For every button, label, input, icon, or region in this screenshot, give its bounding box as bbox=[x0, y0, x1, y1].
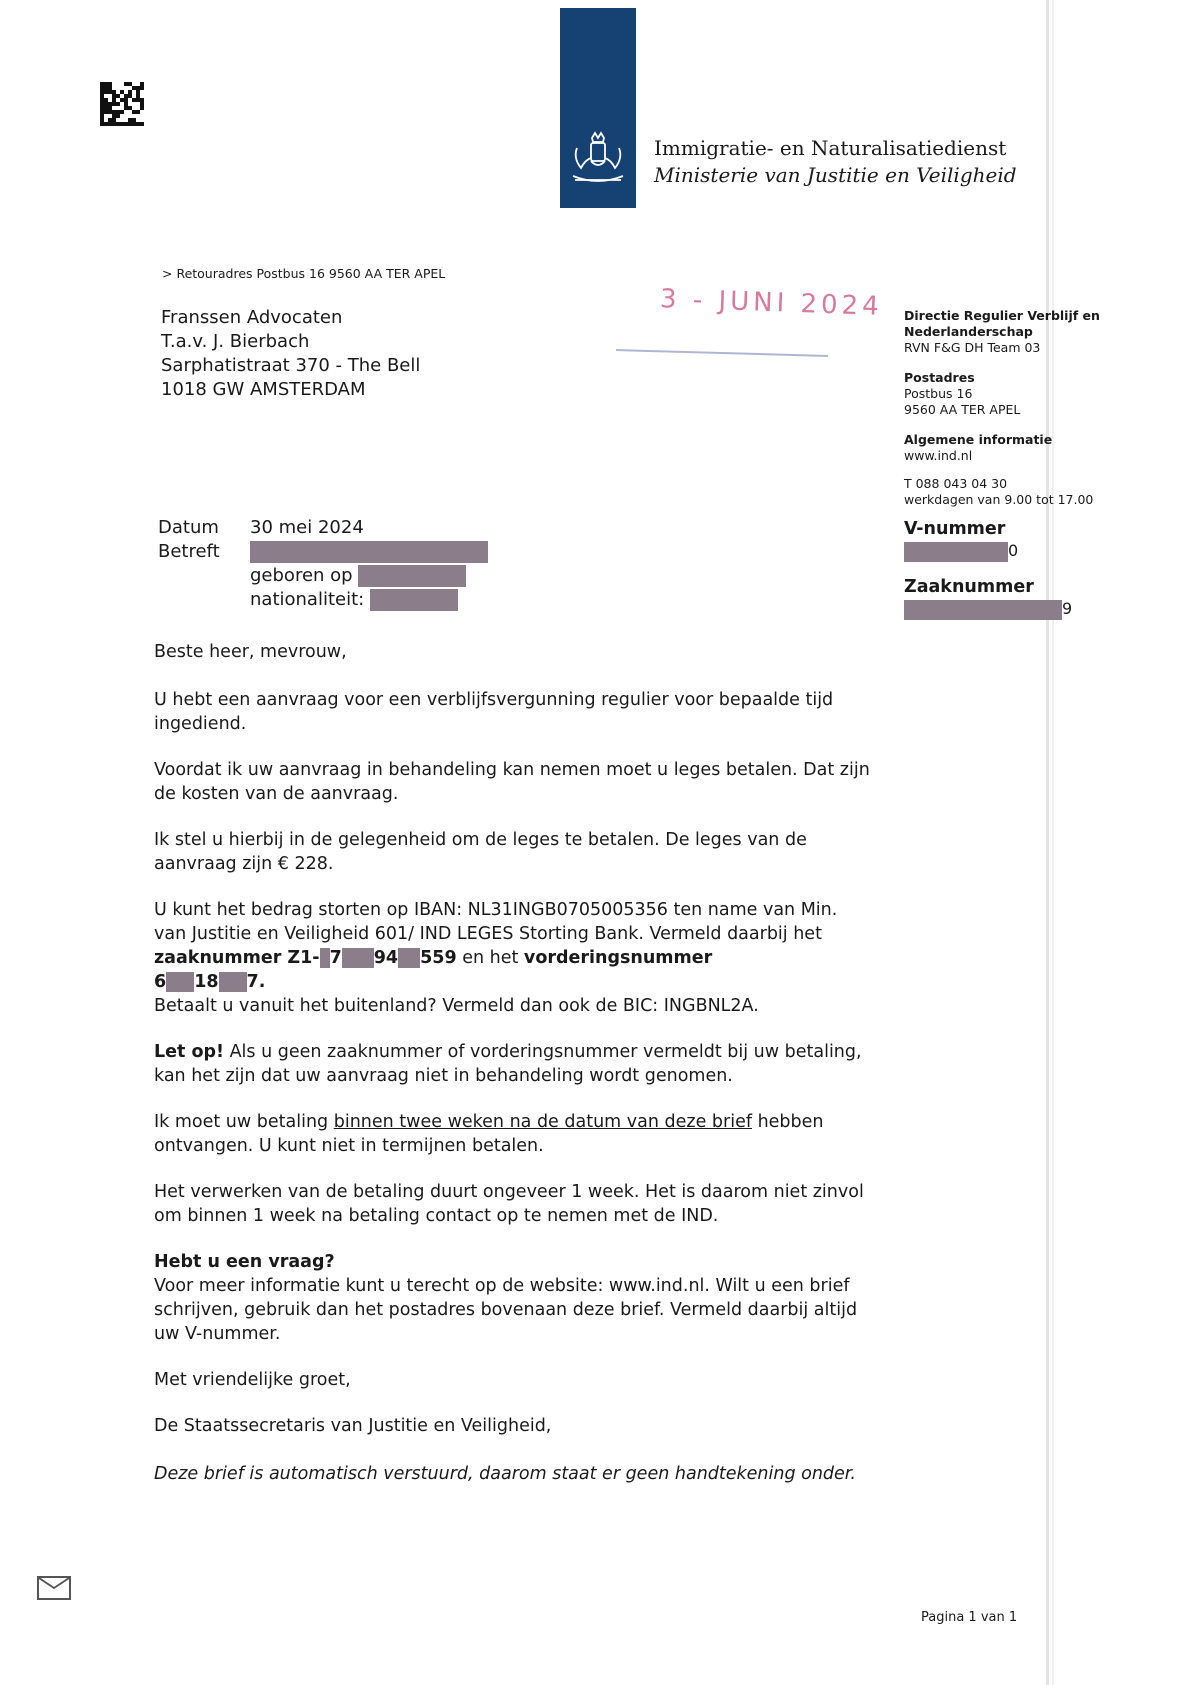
redaction-block bbox=[358, 565, 466, 587]
zaaknummer-ref-part: 94 bbox=[373, 948, 399, 968]
redaction-block bbox=[166, 972, 194, 992]
directie-line: Directie Regulier Verblijf en bbox=[904, 308, 1100, 323]
scan-artifact bbox=[1046, 0, 1049, 1685]
redaction-block bbox=[250, 541, 488, 563]
datum-value: 30 mei 2024 bbox=[250, 517, 364, 538]
datum-label: Datum bbox=[158, 517, 219, 538]
website-text: www.ind.nl bbox=[904, 448, 973, 463]
postadres-label: Postadres bbox=[904, 370, 975, 385]
vorderingsnummer-part: 6 bbox=[154, 972, 167, 992]
org-name: Immigratie- en Naturalisatiedienst bbox=[654, 136, 1007, 160]
addressee-line: Franssen Advocaten bbox=[161, 307, 343, 328]
received-stamp: 3 - JUNI 2024 bbox=[659, 284, 884, 322]
paragraph-processing: Het verwerken van de betaling duurt ongeveer 1 week. Het is daarom niet zinvol om binnen 1 week na betaling contact op te nemen met de IND. bbox=[154, 1182, 864, 1226]
addressee-line: T.a.v. J. Bierbach bbox=[161, 331, 310, 352]
postadres-line: Postbus 16 bbox=[904, 386, 973, 401]
payment-text: en het bbox=[456, 948, 524, 968]
letter-body bbox=[154, 640, 874, 1508]
deadline-text: Ik moet uw betaling bbox=[154, 1112, 334, 1132]
addressee-block bbox=[161, 306, 420, 402]
addressee-line: Sarphatistraat 370 - The Bell bbox=[161, 355, 421, 376]
redaction-block bbox=[904, 542, 1008, 562]
redaction-block bbox=[370, 589, 458, 611]
deadline-text: hebben ontvangen. U kunt niet in termijnen betalen. bbox=[154, 1112, 824, 1156]
info-label: Algemene informatie bbox=[904, 432, 1053, 447]
geboren-label: geboren op bbox=[250, 565, 353, 586]
zaaknummer-value bbox=[904, 598, 1100, 620]
phone-number: T 088 043 04 30 bbox=[904, 476, 1008, 491]
organization-name bbox=[654, 136, 1017, 187]
vorderingsnummer-part: 7. bbox=[246, 972, 266, 992]
barcode-icon bbox=[100, 82, 144, 126]
question-text: Voor meer informatie kunt u terecht op de website: www.ind.nl. Wilt u een brief schrijven, gebruik dan het postadres bovenaan deze brief. Vermeld daarbij altijd uw V-nummer. bbox=[154, 1276, 858, 1344]
closing: Met vriendelijke groet, bbox=[154, 1370, 351, 1390]
redaction-block bbox=[398, 948, 420, 968]
betreft-label: Betreft bbox=[158, 541, 220, 562]
nationaliteit-label: nationaliteit: bbox=[250, 589, 365, 610]
zaaknummer-ref-part: 7 bbox=[329, 948, 342, 968]
deadline-underlined: binnen twee weken na de datum van deze brief bbox=[333, 1112, 753, 1132]
stamp-line bbox=[616, 349, 828, 357]
return-address: > Retouradres Postbus 16 9560 AA TER APEL bbox=[162, 266, 446, 281]
automatic-note bbox=[154, 1462, 874, 1486]
sender-info-column bbox=[904, 308, 1100, 620]
bic-text: Betaalt u vanuit het buitenland? Vermeld dan ook de BIC: INGBNL2A. bbox=[154, 996, 759, 1016]
v-nummer-value bbox=[904, 540, 1100, 562]
redaction-block bbox=[219, 972, 247, 992]
vorderingsnummer-label: vorderingsnummer bbox=[523, 948, 713, 968]
paragraph-let-op bbox=[154, 1040, 874, 1088]
automatic-note-text: Deze brief is automatisch verstuurd, daarom staat er geen handtekening onder. bbox=[154, 1464, 856, 1484]
office-hours: werkdagen van 9.00 tot 17.00 bbox=[904, 492, 1094, 507]
envelope-icon bbox=[37, 1576, 71, 1600]
redaction-block bbox=[904, 600, 1062, 620]
zaaknummer-tail: 9 bbox=[1062, 599, 1073, 618]
directie-line: Nederlanderschap bbox=[904, 324, 1033, 339]
crest-icon bbox=[567, 130, 629, 188]
page-number: Pagina 1 van 1 bbox=[921, 1610, 1018, 1625]
zaaknummer-ref-part: 559 bbox=[420, 948, 457, 968]
paragraph-deadline bbox=[154, 1110, 874, 1158]
paragraph-payment bbox=[154, 898, 874, 1018]
vorderingsnummer-part: 18 bbox=[194, 972, 219, 992]
signer: De Staatssecretaris van Justitie en Veiligheid, bbox=[154, 1416, 552, 1436]
zaaknummer-ref-label: zaaknummer Z1- bbox=[154, 948, 320, 968]
let-op-label: Let op! bbox=[154, 1042, 225, 1062]
addressee-line: 1018 GW AMSTERDAM bbox=[161, 379, 366, 400]
redaction-block bbox=[342, 948, 374, 968]
team-name: RVN F&G DH Team 03 bbox=[904, 340, 1041, 355]
paragraph-fees: Voordat ik uw aanvraag in behandeling kan nemen moet u leges betalen. Dat zijn de kosten van de aanvraag. bbox=[154, 760, 870, 804]
zaaknummer-label: Zaaknummer bbox=[904, 577, 1034, 597]
v-nummer-label: V-nummer bbox=[904, 519, 1006, 539]
paragraph-fee-amount: Ik stel u hierbij in de gelegenheid om de leges te betalen. De leges van de aanvraag zijn € 228. bbox=[154, 830, 807, 874]
paragraph-application: U hebt een aanvraag voor een verblijfsvergunning regulier voor bepaalde tijd ingediend. bbox=[154, 690, 834, 734]
v-nummer-tail: 0 bbox=[1008, 541, 1019, 560]
payment-text: U kunt het bedrag storten op IBAN: NL31INGB0705005356 ten name van Min. van Justitie en Veiligheid 601/ IND LEGES Storting Bank. Vermeld daarbij het bbox=[154, 900, 838, 944]
redaction-block bbox=[320, 948, 330, 968]
question-heading: Hebt u een vraag? bbox=[154, 1252, 335, 1272]
scan-artifact bbox=[1052, 0, 1054, 1685]
paragraph-question bbox=[154, 1250, 874, 1346]
salutation: Beste heer, mevrouw, bbox=[154, 642, 347, 662]
let-op-text: Als u geen zaaknummer of vorderingsnummer vermeldt bij uw betaling, kan het zijn dat uw aanvraag niet in behandeling wordt genomen. bbox=[154, 1042, 862, 1086]
ministry-name: Ministerie van Justitie en Veiligheid bbox=[654, 163, 1017, 187]
letter-meta bbox=[158, 516, 488, 612]
postadres-line: 9560 AA TER APEL bbox=[904, 402, 1021, 417]
